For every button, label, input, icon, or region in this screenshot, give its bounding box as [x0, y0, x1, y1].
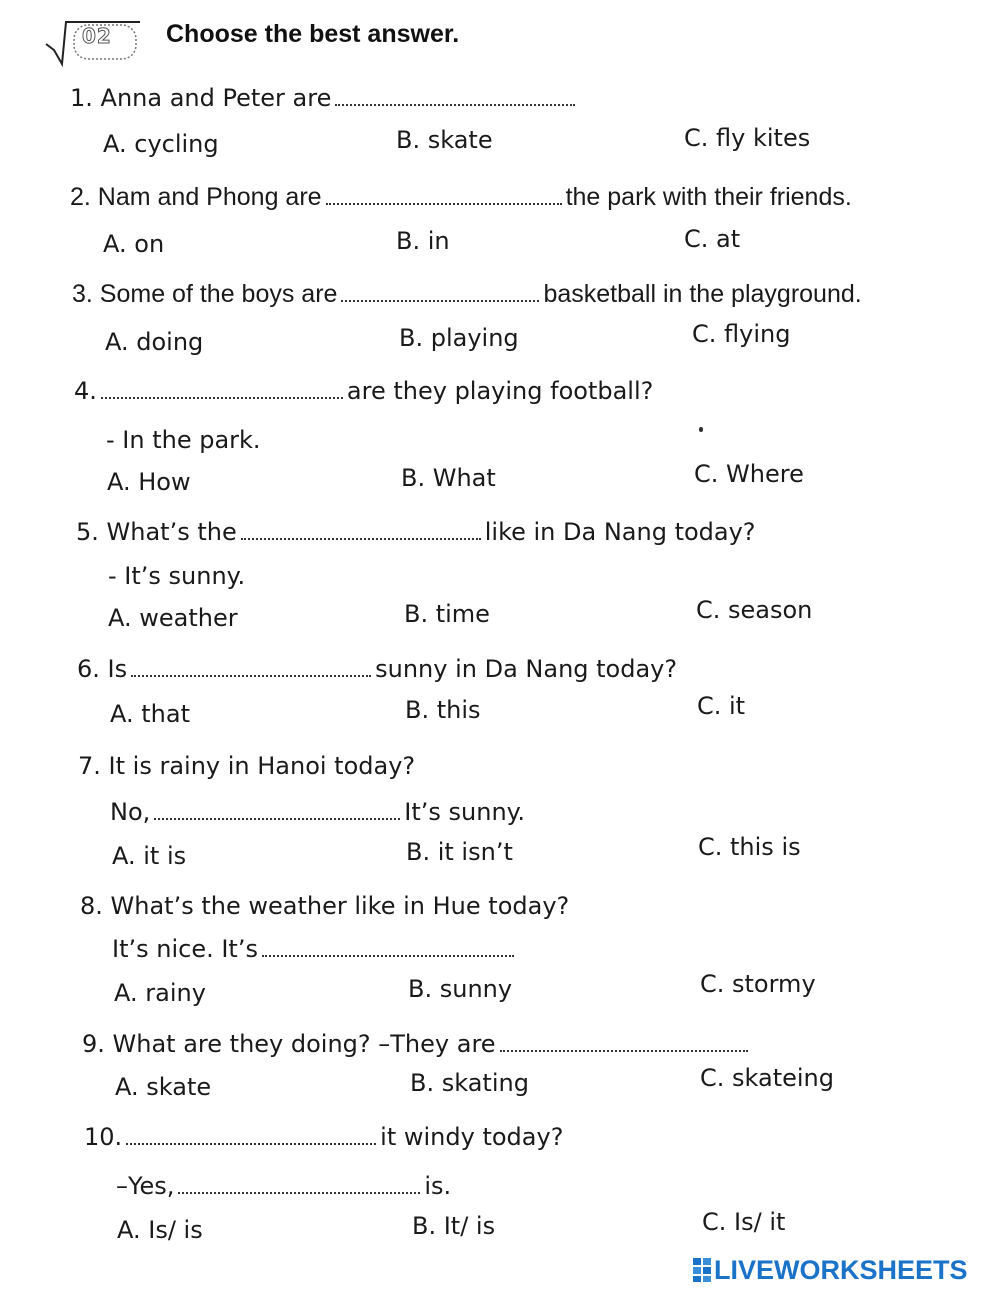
question-7-option-a[interactable]: A. it is	[112, 842, 187, 870]
stray-mark	[699, 427, 703, 432]
question-1-option-a[interactable]: A. cycling	[103, 130, 219, 158]
question-4-response: - In the park.	[106, 426, 261, 454]
question-10-response: –Yes, is.	[116, 1172, 452, 1200]
question-2-stem: 2. Nam and Phong are the park with their friends.	[70, 183, 852, 211]
question-3-option-a[interactable]: A. doing	[105, 328, 204, 356]
question-5-option-b[interactable]: B. time	[404, 600, 490, 628]
question-5-option-a[interactable]: A. weather	[108, 604, 238, 632]
answer-blank[interactable]	[262, 954, 514, 957]
answer-blank[interactable]	[241, 537, 481, 540]
question-10-option-c[interactable]: C. Is/ it	[702, 1208, 786, 1236]
question-4-option-c[interactable]: C. Where	[694, 460, 804, 488]
question-5-response: - It’s sunny.	[108, 562, 246, 590]
question-2-option-c[interactable]: C. at	[684, 225, 741, 253]
answer-blank[interactable]	[341, 299, 539, 302]
question-4-option-b[interactable]: B. What	[401, 464, 496, 492]
question-10-option-a[interactable]: A. Is/ is	[117, 1216, 203, 1244]
question-9-option-c[interactable]: C. skateing	[700, 1064, 834, 1092]
question-8-response: It’s nice. It’s	[112, 935, 518, 963]
answer-blank[interactable]	[335, 103, 575, 106]
question-7-stem: 7. It is rainy in Hanoi today?	[78, 752, 416, 780]
liveworksheets-logo[interactable]	[692, 1255, 968, 1285]
answer-blank[interactable]	[326, 202, 562, 205]
question-5-option-c[interactable]: C. season	[696, 596, 813, 624]
question-1-option-c[interactable]: C. fly kites	[684, 124, 811, 152]
question-6-option-a[interactable]: A. that	[110, 700, 190, 728]
question-2-option-b[interactable]: B. in	[396, 227, 450, 255]
question-4-stem: 4. are they playing football?	[74, 377, 654, 405]
liveworksheets-logo-icon	[692, 1257, 712, 1283]
answer-blank[interactable]	[500, 1049, 748, 1052]
question-5-stem: 5. What’s the like in Da Nang today?	[76, 518, 756, 546]
question-4-option-a[interactable]: A. How	[107, 468, 191, 496]
section-number: 02	[82, 24, 112, 48]
answer-blank[interactable]	[101, 396, 343, 399]
instruction-heading: Choose the best answer.	[166, 20, 460, 48]
question-7-response: No, It’s sunny.	[110, 798, 526, 826]
question-10-stem: 10. it windy today?	[84, 1123, 564, 1151]
question-8-stem: 8. What’s the weather like in Hue today?	[80, 892, 570, 920]
answer-blank[interactable]	[131, 674, 371, 677]
answer-blank[interactable]	[126, 1142, 376, 1145]
question-3-option-b[interactable]: B. playing	[399, 324, 519, 352]
question-3-option-c[interactable]: C. flying	[692, 320, 791, 348]
question-8-option-b[interactable]: B. sunny	[408, 975, 513, 1003]
question-8-option-a[interactable]: A. rainy	[114, 979, 206, 1007]
question-2-option-a[interactable]: A. on	[103, 230, 165, 258]
answer-blank[interactable]	[178, 1191, 420, 1194]
question-1-stem: 1. Anna and Peter are	[70, 84, 579, 112]
question-9-option-a[interactable]: A. skate	[115, 1073, 212, 1101]
liveworksheets-logo-text: LIVEWORKSHEETS	[714, 1254, 968, 1285]
question-9-option-b[interactable]: B. skating	[410, 1069, 529, 1097]
question-9-stem: 9. What are they doing? –They are	[82, 1030, 752, 1058]
question-8-option-c[interactable]: C. stormy	[700, 970, 816, 998]
question-7-option-b[interactable]: B. it isn’t	[406, 838, 513, 866]
question-6-stem: 6. Is sunny in Da Nang today?	[77, 655, 678, 683]
question-6-option-c[interactable]: C. it	[697, 692, 746, 720]
section-number-badge	[44, 16, 154, 68]
question-6-option-b[interactable]: B. this	[405, 696, 481, 724]
question-7-option-c[interactable]: C. this is	[698, 833, 801, 861]
question-3-stem: 3. Some of the boys are basketball in the playground.	[72, 280, 862, 308]
answer-blank[interactable]	[154, 817, 400, 820]
question-1-option-b[interactable]: B. skate	[396, 126, 493, 154]
question-10-option-b[interactable]: B. It/ is	[412, 1212, 496, 1240]
